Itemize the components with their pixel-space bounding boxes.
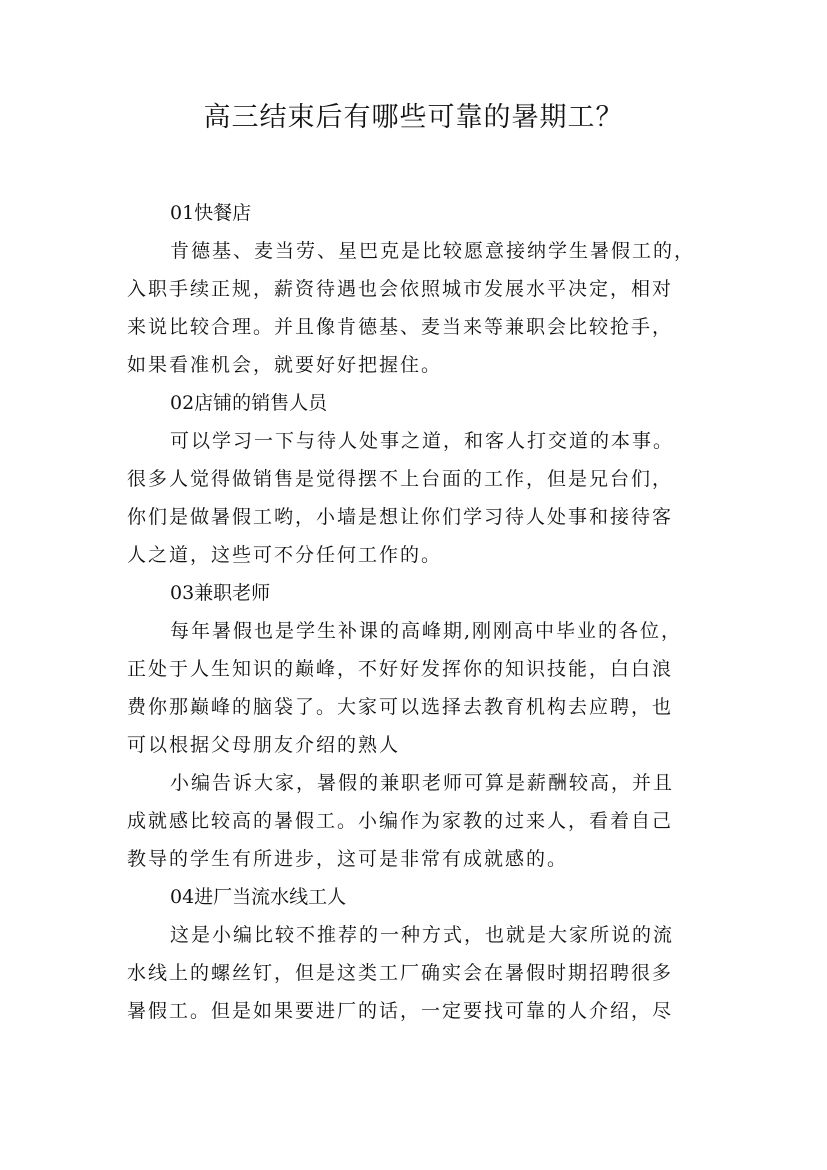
text-line: 正处于人生知识的巅峰，不好好发挥你的知识技能，白白浪 xyxy=(127,658,674,680)
text-line: 可以学习一下与待人处事之道，和客人打交道的本事。 xyxy=(170,430,675,452)
paragraph xyxy=(127,916,705,1030)
paragraph xyxy=(127,422,705,574)
text-line: 来说比较合理。并且像肯德基、麦当来等兼职会比较抢手， xyxy=(127,316,674,338)
text-line: 每年暑假也是学生补课的高峰期,刚刚高中毕业的各位， xyxy=(170,620,683,642)
section-heading: 03兼职老师 xyxy=(170,582,271,604)
section-heading: 02店铺的销售人员 xyxy=(170,392,328,414)
section-sales-staff xyxy=(127,384,705,574)
text-line: 费你那巅峰的脑袋了。大家可以选择去教育机构去应聘，也 xyxy=(127,696,674,718)
paragraph xyxy=(127,764,705,878)
text-line: 可以根据父母朋友介绍的熟人 xyxy=(127,734,401,756)
text-line: 这是小编比较不推荐的一种方式，也就是大家所说的流 xyxy=(170,924,675,946)
document-body xyxy=(127,194,705,1030)
text-line: 入职手续正规，薪资待遇也会依照城市发展水平决定，相对 xyxy=(127,278,674,300)
text-line: 水线上的螺丝钉，但是这类工厂确实会在暑假时期招聘很多 xyxy=(127,962,674,984)
text-line: 小编告诉大家，暑假的兼职老师可算是薪酬较高，并且 xyxy=(170,772,675,794)
section-heading: 04进厂当流水线工人 xyxy=(170,886,347,908)
text-line: 教导的学生有所进步，这可是非常有成就感的。 xyxy=(127,848,569,870)
paragraph xyxy=(127,612,705,764)
text-line: 人之道，这些可不分任何工作的。 xyxy=(127,544,443,566)
section-heading: 01快餐店 xyxy=(170,202,252,224)
text-line: 肯德基、麦当劳、星巴克是比较愿意接纳学生暑假工的， xyxy=(170,240,696,262)
section-factory-worker xyxy=(127,878,705,1030)
text-line: 成就感比较高的暑假工。小编作为家教的过来人，看着自己 xyxy=(127,810,674,832)
document-title: 高三结束后有哪些可靠的暑期工？ xyxy=(203,102,624,133)
paragraph xyxy=(127,232,705,384)
section-fast-food xyxy=(127,194,705,384)
section-part-time-teacher xyxy=(127,574,705,878)
text-line: 很多人觉得做销售是觉得摆不上台面的工作，但是兄台们， xyxy=(127,468,674,490)
text-line: 如果看准机会，就要好好把握住。 xyxy=(127,354,443,376)
text-line: 你们是做暑假工哟，小墙是想让你们学习待人处事和接待客 xyxy=(127,506,674,528)
text-line: 暑假工。但是如果要进厂的话，一定要找可靠的人介绍，尽 xyxy=(127,1000,674,1022)
